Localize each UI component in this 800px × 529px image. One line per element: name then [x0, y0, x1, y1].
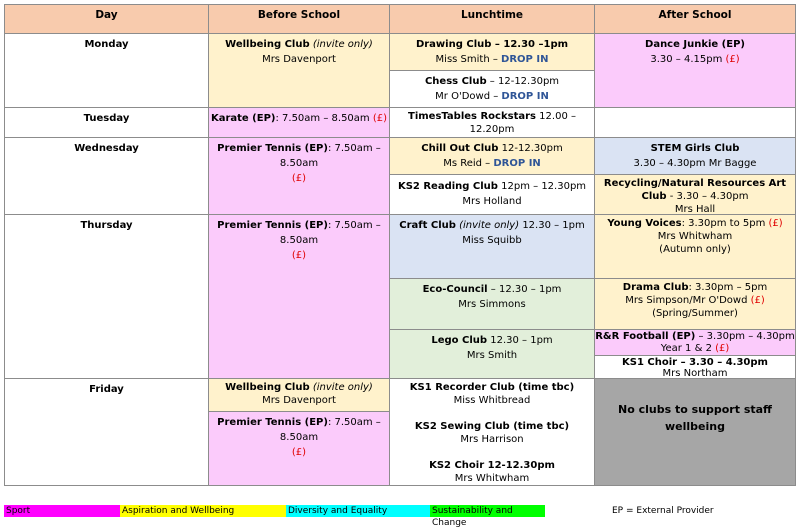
legend-diversity: Diversity and Equality [286, 505, 430, 517]
header-before-school: Before School [208, 4, 390, 34]
friday-before-wellbeing: Wellbeing Club (invite only) Mrs Davenport [208, 378, 390, 412]
header-lunchtime: Lunchtime [389, 4, 595, 34]
wednesday-lunch-reading: KS2 Reading Club 12pm – 12.30pm Mrs Holland [389, 174, 595, 215]
header-day: Day [4, 4, 209, 34]
thursday-after-ks1choir: KS1 Choir – 3.30 – 4.30pm Mrs Northam [594, 355, 796, 379]
monday-lunch-drawing: Drawing Club – 12.30 –1pm Miss Smith – DROP IN [389, 33, 595, 71]
friday-after-noclubs: No clubs to support staff wellbeing [594, 378, 796, 486]
legend-ep-note: EP = External Provider [612, 506, 714, 516]
monday-lunch-chess: Chess Club – 12-12.30pm Mr O'Dowd – DROP IN [389, 70, 595, 108]
friday-lunch-clubs: KS1 Recorder Club (time tbc) Miss Whitbread KS2 Sewing Club (time tbc) Mrs Harrison KS2 Choir 12-12.30pm Mrs Whitwham [389, 378, 595, 486]
legend-sustainability: Sustainability and Change [430, 505, 545, 517]
legend-aspiration: Aspiration and Wellbeing [120, 505, 286, 517]
day-monday: Monday [4, 33, 209, 108]
legend-sport: Sport [4, 505, 120, 517]
tuesday-before-karate: Karate (EP): 7.50am – 8.50am (£) [208, 107, 390, 138]
wednesday-lunch-chillout: Chill Out Club 12-12.30pm Ms Reid – DROP IN [389, 137, 595, 175]
header-after-school: After School [594, 4, 796, 34]
thursday-after-youngvoices: Young Voices: 3.30pm to 5pm (£) Mrs Whitwham (Autumn only) [594, 214, 796, 279]
day-thursday: Thursday [4, 214, 209, 379]
tuesday-lunch-ttrs: TimesTables Rockstars 12.00 – 12.20pm [389, 107, 595, 138]
tuesday-after-empty [594, 107, 796, 138]
thursday-lunch-craft: Craft Club (invite only) 12.30 – 1pm Miss Squibb [389, 214, 595, 279]
day-tuesday: Tuesday [4, 107, 209, 138]
wednesday-after-recycling: Recycling/Natural Resources Art Club - 3.30 – 4.30pm Mrs Hall [594, 174, 796, 215]
thursday-lunch-lego: Lego Club 12.30 – 1pm Mrs Smith [389, 329, 595, 379]
thursday-after-drama: Drama Club: 3.30pm – 5pm Mrs Simpson/Mr O'Dowd (£) (Spring/Summer) [594, 278, 796, 330]
thursday-before-tennis: Premier Tennis (EP): 7.50am – 8.50am (£) [208, 214, 390, 379]
friday-before-tennis: Premier Tennis (EP): 7.50am – 8.50am (£) [208, 411, 390, 486]
day-friday: Friday [4, 378, 209, 486]
monday-after-dance: Dance Junkie (EP) 3.30 – 4.15pm (£) [594, 33, 796, 108]
thursday-after-football: R&R Football (EP) – 3.30pm – 4.30pm Year 1 & 2 (£) [595, 331, 795, 354]
thursday-lunch-ecocouncil: Eco-Council – 12.30 – 1pm Mrs Simmons [389, 278, 595, 330]
monday-before-cell: Wellbeing Club (invite only) Mrs Davenport [208, 33, 390, 108]
wednesday-after-stem: STEM Girls Club 3.30 – 4.30pm Mr Bagge [594, 137, 796, 175]
wednesday-before-tennis: Premier Tennis (EP): 7.50am – 8.50am (£) [208, 137, 390, 215]
day-wednesday: Wednesday [4, 137, 209, 215]
